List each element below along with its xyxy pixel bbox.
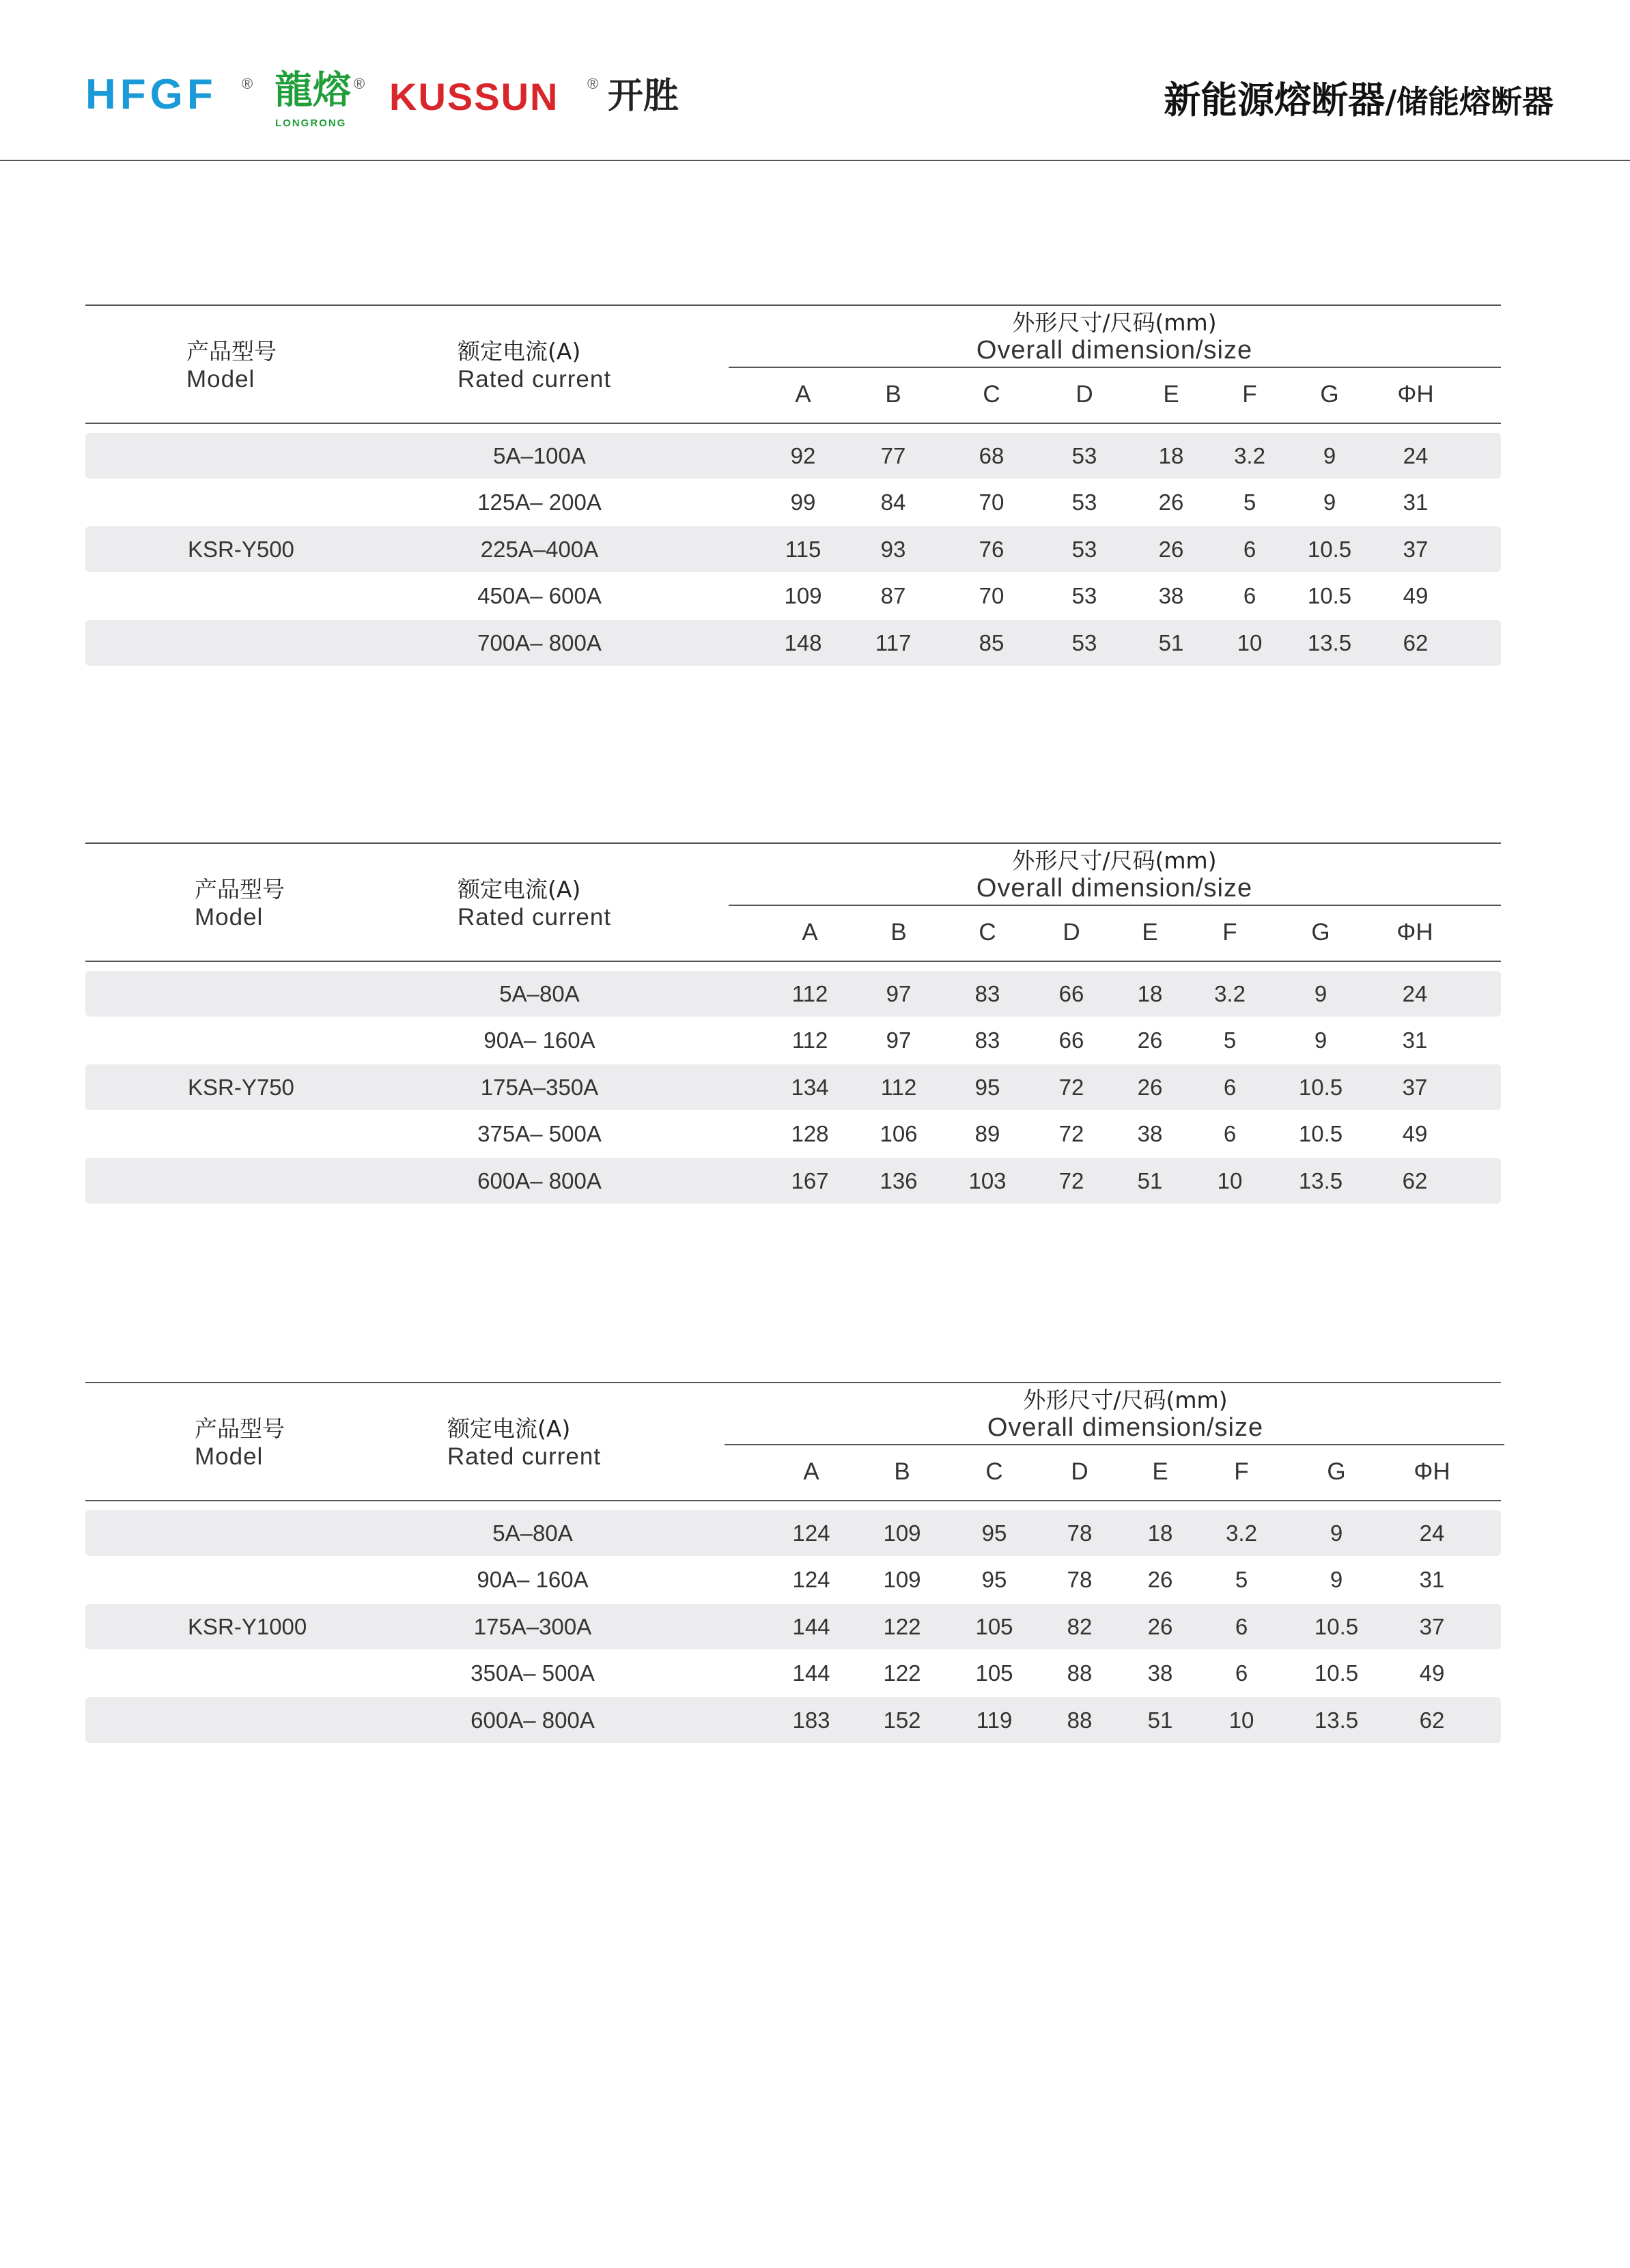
dimension-value-f: 6 xyxy=(1235,1613,1248,1639)
dimension-value-e: 26 xyxy=(1137,1027,1163,1053)
dimension-value-f: 6 xyxy=(1243,583,1256,608)
rated-current-value: 175A–350A xyxy=(480,1074,599,1100)
dimension-value-c: 119 xyxy=(976,1707,1013,1733)
table-row xyxy=(85,573,1501,619)
dimension-table xyxy=(85,304,1501,660)
dimension-value-d: 66 xyxy=(1058,1027,1084,1053)
dimension-value-phi-h: 31 xyxy=(1402,1027,1428,1053)
hfgf-logo: HFGF xyxy=(85,71,217,118)
longrong-logo-subtitle: LONGRONG xyxy=(275,117,347,129)
dimension-value-f: 10 xyxy=(1228,1707,1254,1733)
table-top-rule xyxy=(85,1382,1501,1383)
dimension-value-f: 5 xyxy=(1223,1027,1237,1053)
table-row xyxy=(85,1697,1501,1743)
dimension-value-b: 109 xyxy=(883,1567,921,1592)
dimension-value-a: 115 xyxy=(785,536,821,562)
table-row xyxy=(85,480,1501,526)
rated-current-value: 90A– 160A xyxy=(483,1027,595,1053)
dimension-value-phi-h: 62 xyxy=(1419,1707,1445,1733)
dimension-value-b: 109 xyxy=(883,1520,921,1546)
dimension-value-d: 72 xyxy=(1058,1167,1084,1193)
dimension-value-a: 167 xyxy=(791,1167,829,1193)
dimension-value-g: 10.5 xyxy=(1298,1121,1343,1146)
dimension-value-phi-h: 24 xyxy=(1419,1520,1445,1546)
dimension-value-a: 148 xyxy=(784,629,822,655)
rated-current-value: 5A–100A xyxy=(493,442,586,468)
dimension-value-g: 9 xyxy=(1314,1027,1327,1053)
dimension-value-e: 26 xyxy=(1137,1074,1163,1100)
column-header-a: A xyxy=(802,919,818,946)
page-title xyxy=(1164,79,1554,122)
dimension-value-b: 84 xyxy=(880,490,906,515)
dimension-value-phi-h: 37 xyxy=(1419,1613,1445,1639)
kussun-logo-cn: 开胜 xyxy=(608,76,679,117)
dimension-value-f: 10 xyxy=(1237,629,1263,655)
rated-current-value: 175A–300A xyxy=(473,1613,592,1639)
dimension-value-a: 112 xyxy=(791,1027,828,1053)
rated-current-header-cn: 额定电流(A) xyxy=(458,876,581,903)
dimension-value-f: 3.2 xyxy=(1226,1520,1257,1546)
dimension-value-d: 66 xyxy=(1058,980,1084,1006)
table-row xyxy=(85,1064,1501,1110)
dimension-value-phi-h: 49 xyxy=(1403,583,1429,608)
dimension-value-b: 117 xyxy=(875,629,912,655)
dimension-value-c: 95 xyxy=(974,1074,1000,1100)
dimension-value-d: 88 xyxy=(1067,1707,1093,1733)
dimension-value-e: 18 xyxy=(1147,1520,1173,1546)
column-header-a: A xyxy=(803,1458,819,1485)
dimension-value-b: 97 xyxy=(886,980,912,1006)
dimension-value-f: 5 xyxy=(1235,1567,1248,1592)
kussun-logo: KUSSUN xyxy=(389,75,559,118)
dimension-value-g: 9 xyxy=(1323,490,1336,515)
registered-mark: ® xyxy=(242,75,253,92)
table-top-rule xyxy=(85,842,1501,844)
table-top-rule xyxy=(85,304,1501,306)
table-row xyxy=(85,1018,1501,1064)
dimension-value-b: 122 xyxy=(883,1660,921,1686)
column-header-c: C xyxy=(983,381,1000,408)
dimension-value-b: 122 xyxy=(883,1613,921,1639)
table-row xyxy=(85,971,1501,1017)
dimension-value-d: 72 xyxy=(1058,1074,1084,1100)
dimension-value-f: 10 xyxy=(1217,1167,1243,1193)
rated-current-value: 125A– 200A xyxy=(477,490,602,515)
dimension-value-f: 3.2 xyxy=(1214,980,1246,1006)
page-header xyxy=(0,0,1630,161)
table-row xyxy=(85,1651,1501,1697)
rated-current-value: 5A–80A xyxy=(499,980,580,1006)
dimension-value-phi-h: 62 xyxy=(1403,629,1429,655)
column-header-e: E xyxy=(1163,381,1179,408)
dimension-value-e: 51 xyxy=(1147,1707,1173,1733)
rated-current-value: 90A– 160A xyxy=(477,1567,589,1592)
header-bottom-rule xyxy=(85,1500,1501,1501)
column-header-e: E xyxy=(1142,919,1158,946)
dimension-header-en: Overall dimension/size xyxy=(976,336,1253,365)
dimension-value-c: 103 xyxy=(968,1167,1007,1193)
dimension-value-g: 9 xyxy=(1330,1520,1343,1546)
dimension-header-rule xyxy=(725,1444,1504,1445)
header-bottom-rule xyxy=(85,961,1501,962)
dimension-value-g: 9 xyxy=(1330,1567,1343,1592)
dimension-value-e: 38 xyxy=(1158,583,1184,608)
dimension-value-d: 53 xyxy=(1071,629,1097,655)
column-header-b: B xyxy=(894,1458,910,1485)
dimension-value-g: 13.5 xyxy=(1298,1167,1343,1193)
table-row xyxy=(85,1557,1501,1603)
dimension-value-e: 26 xyxy=(1147,1567,1173,1592)
column-header-c: C xyxy=(985,1458,1003,1485)
dimension-value-f: 6 xyxy=(1235,1660,1248,1686)
dimension-table xyxy=(85,842,1501,1197)
column-header-f: F xyxy=(1242,381,1257,408)
column-header-f: F xyxy=(1222,919,1237,946)
dimension-header-en: Overall dimension/size xyxy=(976,874,1253,903)
dimension-value-phi-h: 37 xyxy=(1402,1074,1428,1100)
dimension-value-e: 26 xyxy=(1147,1613,1173,1639)
dimension-value-f: 5 xyxy=(1243,490,1256,515)
column-header-g: G xyxy=(1320,381,1339,408)
model-name: KSR-Y1000 xyxy=(188,1613,307,1639)
dimension-value-d: 88 xyxy=(1067,1660,1093,1686)
rated-current-value: 5A–80A xyxy=(492,1520,573,1546)
dimension-value-a: 124 xyxy=(792,1520,830,1546)
rated-current-header-en: Rated current xyxy=(458,366,612,393)
dimension-value-g: 9 xyxy=(1314,980,1327,1006)
page-title-sub: /储能熔断器 xyxy=(1385,83,1554,120)
dimension-value-f: 3.2 xyxy=(1234,442,1265,468)
dimension-value-d: 53 xyxy=(1071,583,1097,608)
rated-current-value: 350A– 500A xyxy=(470,1660,595,1686)
column-header-c: C xyxy=(979,919,996,946)
dimension-value-phi-h: 31 xyxy=(1403,490,1429,515)
model-name: KSR-Y750 xyxy=(188,1074,294,1100)
dimension-value-c: 83 xyxy=(974,1027,1000,1053)
dimension-value-d: 78 xyxy=(1067,1567,1093,1592)
dimension-header-rule xyxy=(729,905,1501,906)
dimension-value-phi-h: 31 xyxy=(1419,1567,1445,1592)
rated-current-header-en: Rated current xyxy=(458,904,612,931)
dimension-value-c: 70 xyxy=(979,490,1004,515)
model-header-en: Model xyxy=(195,1443,264,1470)
dimension-value-f: 6 xyxy=(1223,1121,1237,1146)
rated-current-value: 450A– 600A xyxy=(477,583,602,608)
rated-current-value: 700A– 800A xyxy=(477,629,602,655)
rated-current-value: 225A–400A xyxy=(480,536,599,562)
dimension-value-b: 77 xyxy=(880,442,906,468)
dimension-value-d: 53 xyxy=(1071,442,1097,468)
dimension-value-e: 38 xyxy=(1147,1660,1173,1686)
table-row xyxy=(85,1604,1501,1649)
dimension-value-a: 92 xyxy=(790,442,816,468)
dimension-value-a: 112 xyxy=(791,980,828,1006)
dimension-value-b: 152 xyxy=(883,1707,921,1733)
column-header-phi-h: ΦH xyxy=(1414,1458,1450,1485)
model-header-en: Model xyxy=(195,904,264,931)
dimension-value-c: 95 xyxy=(981,1567,1007,1592)
dimension-value-e: 51 xyxy=(1158,629,1184,655)
column-header-phi-h: ΦH xyxy=(1396,919,1433,946)
dimension-value-phi-h: 24 xyxy=(1403,442,1429,468)
dimension-value-g: 13.5 xyxy=(1307,629,1352,655)
dimension-value-d: 53 xyxy=(1071,536,1097,562)
column-header-g: G xyxy=(1327,1458,1346,1485)
column-header-b: B xyxy=(885,381,901,408)
column-header-d: D xyxy=(1063,919,1080,946)
dimension-header-cn: 外形尺寸/尺码(mm) xyxy=(1023,1387,1228,1413)
dimension-value-g: 10.5 xyxy=(1314,1660,1359,1686)
dimension-value-d: 78 xyxy=(1067,1520,1093,1546)
dimension-value-a: 144 xyxy=(792,1660,830,1686)
rated-current-header-en: Rated current xyxy=(447,1443,602,1470)
dimension-value-phi-h: 49 xyxy=(1419,1660,1445,1686)
dimension-value-c: 83 xyxy=(974,980,1000,1006)
table-row xyxy=(85,620,1501,666)
dimension-value-a: 134 xyxy=(791,1074,829,1100)
dimension-value-d: 53 xyxy=(1071,490,1097,515)
dimension-value-c: 89 xyxy=(974,1121,1000,1146)
dimension-value-f: 6 xyxy=(1223,1074,1237,1100)
dimension-value-c: 68 xyxy=(979,442,1004,468)
dimension-value-g: 9 xyxy=(1323,442,1336,468)
model-name: KSR-Y500 xyxy=(188,536,294,562)
dimension-value-c: 105 xyxy=(975,1613,1013,1639)
dimension-header-cn: 外形尺寸/尺码(mm) xyxy=(1012,309,1217,336)
dimension-value-e: 26 xyxy=(1158,536,1184,562)
dimension-header-en: Overall dimension/size xyxy=(987,1413,1264,1442)
dimension-value-e: 51 xyxy=(1137,1167,1163,1193)
dimension-value-c: 95 xyxy=(981,1520,1007,1546)
column-header-g: G xyxy=(1311,919,1330,946)
model-header-cn: 产品型号 xyxy=(186,338,277,365)
longrong-logo: 龍熔 xyxy=(275,68,351,113)
column-header-d: D xyxy=(1076,381,1093,408)
dimension-value-c: 70 xyxy=(979,583,1004,608)
dimension-value-g: 13.5 xyxy=(1314,1707,1359,1733)
dimension-value-g: 10.5 xyxy=(1314,1613,1359,1639)
rated-current-header-cn: 额定电流(A) xyxy=(447,1415,571,1442)
dimension-value-phi-h: 49 xyxy=(1402,1121,1428,1146)
rated-current-header-cn: 额定电流(A) xyxy=(458,338,581,365)
dimension-header-rule xyxy=(729,367,1501,368)
header-divider xyxy=(0,160,1630,161)
header-bottom-rule xyxy=(85,423,1501,424)
dimension-value-f: 6 xyxy=(1243,536,1256,562)
dimension-value-b: 87 xyxy=(880,583,906,608)
rated-current-value: 375A– 500A xyxy=(477,1121,602,1146)
dimension-value-e: 26 xyxy=(1158,490,1184,515)
dimension-value-b: 136 xyxy=(880,1167,918,1193)
dimension-value-phi-h: 37 xyxy=(1403,536,1429,562)
rated-current-value: 600A– 800A xyxy=(470,1707,595,1733)
dimension-value-a: 183 xyxy=(792,1707,830,1733)
dimension-value-g: 10.5 xyxy=(1298,1074,1343,1100)
dimension-value-e: 18 xyxy=(1137,980,1163,1006)
dimension-value-g: 10.5 xyxy=(1307,583,1352,608)
column-header-e: E xyxy=(1152,1458,1168,1485)
dimension-value-phi-h: 24 xyxy=(1402,980,1428,1006)
dimension-value-d: 82 xyxy=(1067,1613,1093,1639)
table-row xyxy=(85,433,1501,479)
dimension-table xyxy=(85,1382,1501,1737)
column-header-d: D xyxy=(1071,1458,1088,1485)
dimension-value-c: 105 xyxy=(975,1660,1013,1686)
dimension-value-a: 109 xyxy=(784,583,822,608)
dimension-value-d: 72 xyxy=(1058,1121,1084,1146)
registered-mark: ® xyxy=(587,75,599,92)
table-row xyxy=(85,1111,1501,1157)
rated-current-value: 600A– 800A xyxy=(477,1167,602,1193)
page-title-main: 新能源熔断器 xyxy=(1164,79,1386,122)
column-header-phi-h: ΦH xyxy=(1397,381,1434,408)
dimension-value-g: 10.5 xyxy=(1307,536,1352,562)
dimension-value-a: 144 xyxy=(792,1613,830,1639)
dimension-value-b: 93 xyxy=(880,536,906,562)
model-header-en: Model xyxy=(186,366,255,393)
dimension-value-e: 18 xyxy=(1158,442,1184,468)
dimension-value-c: 85 xyxy=(979,629,1004,655)
model-header-cn: 产品型号 xyxy=(195,876,285,903)
table-row xyxy=(85,526,1501,572)
dimension-value-b: 97 xyxy=(886,1027,912,1053)
dimension-value-b: 112 xyxy=(880,1074,917,1100)
registered-mark: ® xyxy=(354,75,365,92)
column-header-b: B xyxy=(890,919,907,946)
dimension-value-a: 99 xyxy=(790,490,816,515)
dimension-value-b: 106 xyxy=(880,1121,918,1146)
dimension-header-cn: 外形尺寸/尺码(mm) xyxy=(1012,847,1217,874)
table-row xyxy=(85,1510,1501,1556)
dimension-value-a: 124 xyxy=(792,1567,830,1592)
dimension-value-phi-h: 62 xyxy=(1402,1167,1428,1193)
column-header-f: F xyxy=(1234,1458,1249,1485)
column-header-a: A xyxy=(795,381,811,408)
model-header-cn: 产品型号 xyxy=(195,1415,285,1442)
dimension-value-a: 128 xyxy=(791,1121,829,1146)
dimension-value-e: 38 xyxy=(1137,1121,1163,1146)
dimension-value-c: 76 xyxy=(979,536,1004,562)
table-row xyxy=(85,1158,1501,1204)
